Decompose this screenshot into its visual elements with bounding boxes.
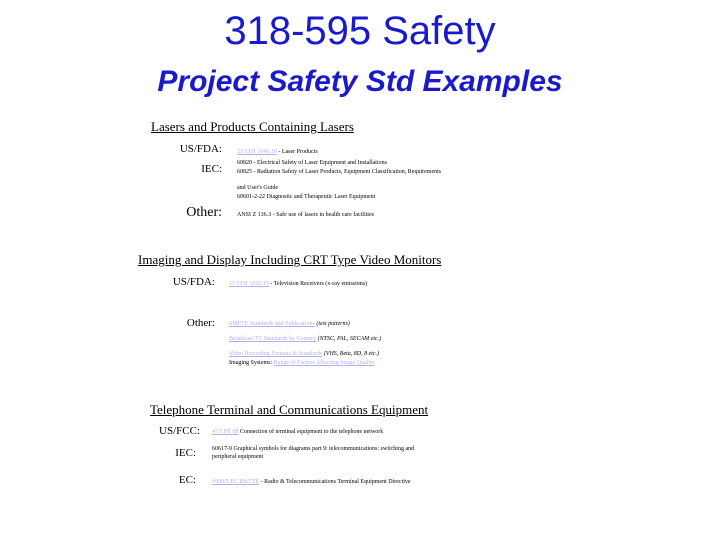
broadcast-tv-note: (NTSC, PAL, SECAM etc.): [317, 336, 382, 342]
lasers-iec-line4: 60601-2-22 Diagnostic and Therapeutic Laser Equipment: [237, 194, 376, 200]
section-heading-lasers: Lasers and Products Containing Lasers: [151, 119, 354, 134]
tel-fcc-link[interactable]: 47 CFR 68: [212, 429, 239, 435]
smpte-link[interactable]: SMPTE Standards and Publications: [229, 321, 315, 327]
imaging-fda-link[interactable]: 21 CFR 1020.10: [229, 281, 269, 287]
image-quality-link[interactable]: Range of Factors Affecting Image Quality: [273, 360, 375, 366]
tel-ec-label: EC:: [178, 474, 196, 486]
tel-ec-row: [212, 478, 411, 487]
lasers-iec-line3: and User's Guide: [237, 185, 279, 191]
lasers-fda-text: - Laser Products: [278, 149, 318, 155]
tel-fcc-label: US/FCC:: [159, 425, 200, 437]
tel-fcc-row: [212, 428, 383, 437]
lasers-iec-label: IEC:: [201, 163, 222, 175]
video-formats-note: (VHS, Beta, 8D, 8 etc.): [323, 351, 380, 357]
video-formats-link[interactable]: Video Recording Formats & Standards: [229, 351, 323, 357]
tel-ec-link[interactable]: 1999/5/EC R&TTE: [212, 479, 260, 485]
lasers-fda-link[interactable]: 21 CFR 1040.10: [237, 149, 277, 155]
page-title: 318-595 Safety: [224, 9, 496, 53]
imaging-fda-text: - Television Receivers (x-ray emissions): [270, 281, 368, 287]
section-heading-telephone: Telephone Terminal and Communications Equipment: [150, 402, 429, 417]
imaging-systems-prefix: Imaging Systems:: [229, 360, 273, 366]
tel-iec-label: IEC:: [175, 447, 196, 459]
imaging-other-row3: [229, 350, 379, 359]
imaging-fda-label: US/FDA:: [172, 276, 215, 288]
lasers-fda-label: US/FDA:: [179, 143, 222, 155]
broadcast-tv-link[interactable]: Broadcast TV Standards by Country: [229, 336, 317, 342]
smpte-note: (test patterns): [316, 321, 350, 327]
tel-ec-text: - Radio & Telecommunications Terminal Equipment Directive: [260, 479, 411, 485]
tel-iec-line1: 60617-9 Graphical symbols for diagrams part 9: telecommunications: switching and: [212, 446, 415, 452]
tel-fcc-text: Connection of terminal equipment to the telephone network: [239, 429, 384, 435]
tel-iec-line2: peripheral equipment: [212, 454, 264, 460]
lasers-iec-line1: 60820 - Electrical Safety of Laser Equipment and Installations: [237, 160, 387, 166]
imaging-fda-row: [229, 280, 367, 289]
lasers-other-text: ANSI Z 136.3 - Safe use of lasers in health care facilities: [237, 212, 374, 218]
lasers-fda-row: [237, 148, 318, 157]
section-heading-imaging: Imaging and Display Including CRT Type Video Monitors: [138, 252, 442, 267]
imaging-other-row4: [229, 359, 375, 368]
lasers-other-label: Other:: [186, 205, 222, 220]
imaging-other-row2: [229, 335, 381, 344]
imaging-other-label: Other:: [186, 317, 215, 329]
imaging-other-row1: [229, 320, 350, 329]
lasers-iec-line2: 60825 - Radiation Safety of Laser Products, Equipment Classification, Requirements: [237, 169, 442, 175]
page-subtitle: Project Safety Std Examples: [157, 65, 563, 98]
